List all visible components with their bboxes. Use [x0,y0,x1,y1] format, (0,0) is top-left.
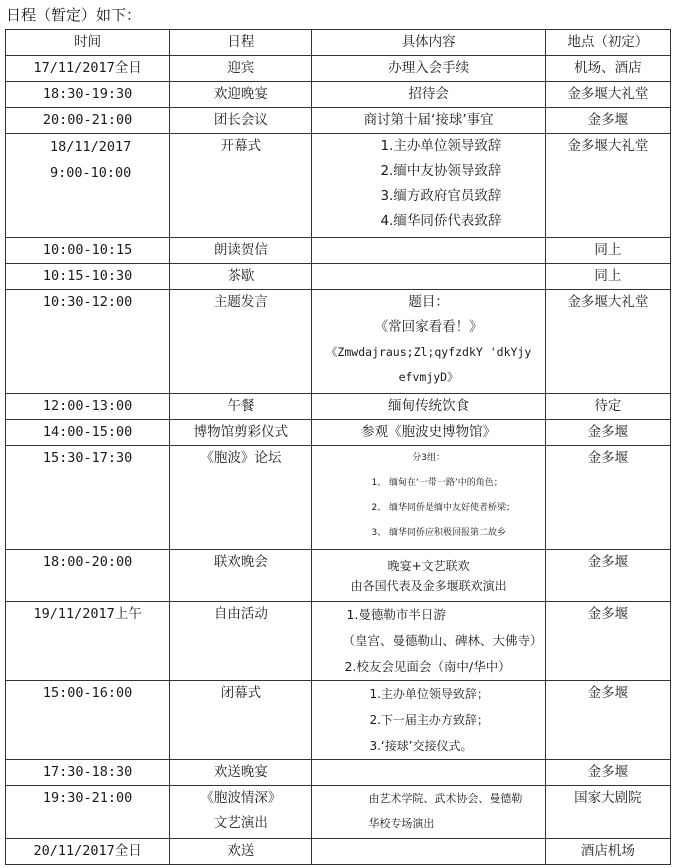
time-text: 20:00-21:00 [42,112,133,128]
place-cell: 金多堰 [545,420,670,446]
time-text: 17:30-18:30 [42,764,133,780]
table-row [6,264,671,290]
content-cell [312,550,545,602]
content-line: （皇宫、曼德勒山、碑林、大佛寺） [342,633,543,648]
time-cell [6,420,170,446]
content-line: 题目： [408,294,449,310]
schedule-cell: 博物馆剪彩仪式 [170,420,312,446]
time-cell [6,550,170,602]
header-schedule: 日程 [170,30,312,56]
time-text: 18:30-19:30 [42,86,133,102]
time-text: 15:00-16:00 [42,685,133,701]
content-line: 3.缅方政府官员致辞 [380,188,502,204]
content-cell [312,56,545,82]
place-cell: 同上 [545,238,670,264]
schedule-table [5,29,671,865]
table-row [6,446,671,550]
time-text: 19:30-21:00 [42,790,133,806]
place-cell: 金多堰 [545,681,670,760]
content-line: 4.缅华同侨代表致辞 [380,213,502,229]
schedule-cell: 自由活动 [170,602,312,681]
content-line: 《常回家看看！》 [374,319,483,335]
page-heading: 日程（暂定）如下： [6,6,142,24]
place-cell: 国家大剧院 [545,786,670,839]
table-row [6,238,671,264]
content-line: 1.主办单位领导致辞 [380,138,502,154]
time-text: 10:00-10:15 [42,242,133,258]
content-text: 商讨第十届‘接球’事宜 [363,112,494,128]
time-text: 10:30-12:00 [42,294,133,310]
table-row [6,681,671,760]
place-cell: 金多堰大礼堂 [545,134,670,238]
content-line: 2.缅中友协领导致辞 [380,163,502,179]
content-line: 《Zmwdajraus;Zl;qyfzdkY 'dkYjy [325,345,532,359]
place-cell: 金多堰大礼堂 [545,82,670,108]
content-line: 由艺术学院、武术协会、曼德勒 [368,792,523,805]
time-text: 17/11/2017全日 [33,60,142,76]
content-cell [312,420,545,446]
time-cell [6,681,170,760]
header-place: 地点（初定） [545,30,670,56]
table-row [6,839,671,865]
table-row [6,550,671,602]
content-line: 1.主办单位领导致辞； [369,687,489,701]
content-cell [312,238,545,264]
time-text: 10:15-10:30 [42,268,133,284]
schedule-cell: 午餐 [170,394,312,420]
content-cell [312,108,545,134]
place-cell: 金多堰大礼堂 [545,290,670,394]
time-text: 9:00-10:00 [50,165,132,181]
content-line: 华校专场演出 [368,817,435,830]
place-cell: 金多堰 [545,602,670,681]
time-text: 19/11/2017上午 [33,606,142,622]
place-cell: 金多堰 [545,550,670,602]
content-text: 招待会 [408,86,449,102]
time-text: 15:30-17:30 [42,450,133,466]
schedule-cell [170,786,312,839]
content-cell [312,134,545,238]
content-cell [312,786,545,839]
time-cell [6,446,170,550]
content-line: 3、 缅华同侨应积极回报第二故乡 [371,528,507,538]
content-line: 1、 缅甸在‘一带一路’中的角色； [371,478,503,488]
schedule-line: 文艺演出 [213,815,268,831]
table-row [6,602,671,681]
content-line: 分3组： [412,453,445,463]
schedule-cell: 茶歇 [170,264,312,290]
content-text: 缅甸传统饮食 [388,398,470,414]
content-line: 3.‘接球’交接仪式。 [369,739,473,753]
table-row [6,82,671,108]
place-cell: 金多堰 [545,108,670,134]
content-line: 2.校友会见面会（南中/华中） [344,659,511,674]
schedule-cell: 欢迎晚宴 [170,82,312,108]
content-text: 参观《胞波史博物馆》 [361,424,497,440]
time-cell [6,760,170,786]
content-cell [312,839,545,865]
time-cell [6,238,170,264]
content-cell [312,446,545,550]
schedule-cell: 欢送晚宴 [170,760,312,786]
table-row [6,134,671,238]
header-time: 时间 [6,30,170,56]
schedule-cell: 联欢晚会 [170,550,312,602]
content-line: 2.下一届主办方致辞； [369,713,489,727]
schedule-cell: 闭幕式 [170,681,312,760]
table-row [6,108,671,134]
schedule-cell: 开幕式 [170,134,312,238]
place-cell: 金多堰 [545,760,670,786]
date-text: 18/11/2017 [50,139,132,155]
schedule-line: 《胞波情深》 [200,790,282,806]
time-text: 12:00-13:00 [42,398,133,414]
content-line: 2、 缅华同侨是缅中友好使者桥梁； [371,503,516,513]
time-cell [6,786,170,839]
time-cell [6,290,170,394]
time-cell [6,82,170,108]
place-cell: 机场、酒店 [545,56,670,82]
content-cell [312,394,545,420]
table-row [6,290,671,394]
time-cell [6,839,170,865]
time-cell [6,134,170,238]
content-cell [312,290,545,394]
schedule-cell: 朗读贺信 [170,238,312,264]
time-cell [6,56,170,82]
content-line: 1.曼德勒市半日游 [346,607,446,622]
place-cell: 待定 [545,394,670,420]
time-cell [6,394,170,420]
time-text: 18:00-20:00 [42,554,133,570]
time-cell [6,602,170,681]
time-text: 20/11/2017全日 [33,843,142,859]
schedule-cell: 《胞波》论坛 [170,446,312,550]
content-cell [312,681,545,760]
table-row [6,760,671,786]
place-cell: 金多堰 [545,446,670,550]
header-content: 具体内容 [312,30,545,56]
time-text: 14:00-15:00 [42,424,133,440]
place-cell: 同上 [545,264,670,290]
time-cell [6,108,170,134]
table-row [6,394,671,420]
content-cell [312,264,545,290]
table-row [6,420,671,446]
schedule-cell: 团长会议 [170,108,312,134]
content-cell [312,82,545,108]
schedule-cell: 欢送 [170,839,312,865]
content-text: 办理入会手续 [388,60,470,76]
schedule-cell: 主题发言 [170,290,312,394]
content-line: 由各国代表及金多堰联欢演出 [350,579,507,593]
header-row [6,30,671,56]
table-row [6,786,671,839]
schedule-cell: 迎宾 [170,56,312,82]
time-cell [6,264,170,290]
place-cell: 酒店机场 [545,839,670,865]
content-cell [312,602,545,681]
content-cell [312,760,545,786]
content-line: 晚宴+文艺联欢 [387,559,470,573]
content-line: efvmjyD》 [398,370,459,384]
table-row [6,56,671,82]
